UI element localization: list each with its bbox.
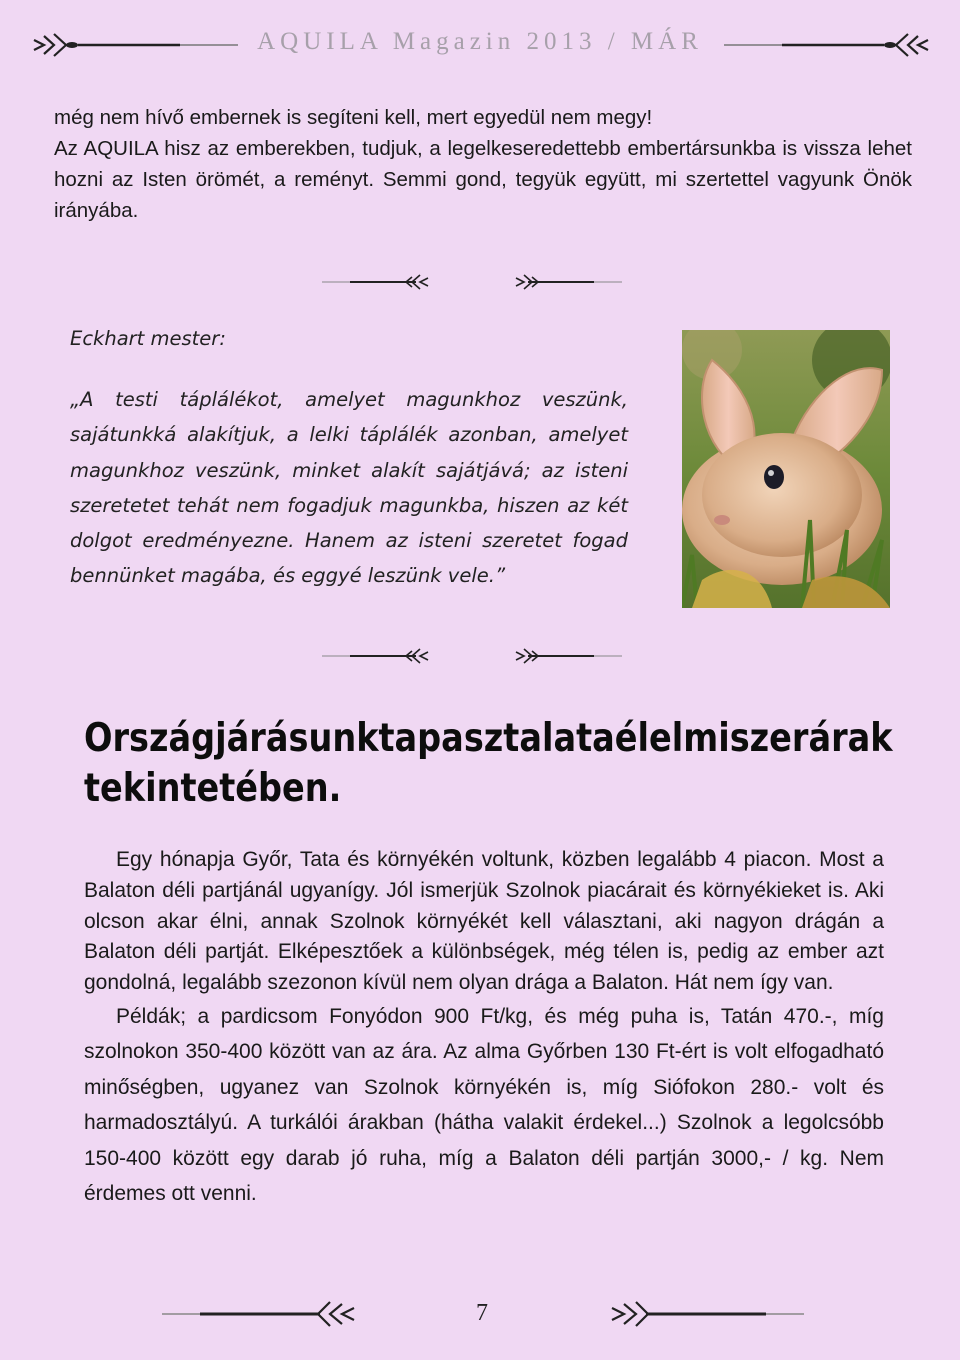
article-body [84,845,884,1211]
headline-line-2: tekintetében. [84,766,342,811]
header-flourish-right-icon [722,30,932,60]
article-paragraph-1: Egy hónapja Győr, Tata és környékén voltunk, közben legalább 4 piacon. Most a Balaton déli partjánál ugyanígy. Jól ismerjük Szolnok piacárait és környékieket is. Aki olcson akar élni, annak Szolnok környékét kell választani, aki nagyon drágán a Balaton déli partját. Elképesztőek a különbségek, még télen is, pedig az ember azt gondolná, legalább szezonon kívül nem olyan drága a Balaton. Hát nem így van. [84,848,884,995]
article-paragraph-2: Példák; a pardicsom Fonyódon 900 Ft/kg, és még puha is, Tatán 470.-, míg szolnokon 350-400 között van az ára. Az alma Győrben 130 Ft-ért is volt elfogadható minőségben, ugyanez van Szolnok környékén is, míg Siófokon 280.- volt és harmadosztályú. A turkálói árakban (hátha valakit érdekel...) Szolnok a legolcsóbb 150-400 között egy darab jó ruha, míg a Balaton déli partján 3000,- / kg. Nem érdemes ott venni. [84,1004,884,1206]
divider-flourish-right-icon [512,646,624,666]
rabbit-photo [682,330,890,608]
intro-line-2: Az AQUILA hisz az emberekben, tudjuk, a legelkeseredettebb embertársunkba is vissza lehet hozni az Isten örömét, a reményt. Semmi gond, tegyük együtt, mi szertettel vagyunk Önök irányába. [54,137,912,222]
divider-flourish-left-icon [320,646,432,666]
quote-block [70,322,628,594]
footer-flourish-right-icon [606,1298,806,1330]
intro-line-1: még nem hívő embernek is segíteni kell, mert egyedül nem megy! [54,106,653,129]
article-headline [84,714,893,814]
footer-flourish-left-icon [160,1298,360,1330]
quote-author: Eckhart mester: [70,327,226,350]
headline-word-2: tapasztalata [378,716,615,761]
page-number: 7 [476,1300,488,1326]
headline-word-1: Országjárásunk [84,716,379,761]
headline-word-3: élelmiszerárak [614,716,893,761]
intro-text [54,102,912,226]
quote-text: „A testi táplálékot, amelyet magunkhoz veszünk, sajátunkká alakítjuk, a lelki táplálék azonban, amelyet magunkhoz veszünk, minket alakít sajátjává; az isteni szeretetet tehát nem fogadjuk magunkba, hiszen az két dolgot eredményezne. Hanem az isteni szeretet fogad bennünket magába, és eggyé leszünk vele.” [70,388,628,588]
divider-flourish-left-icon [320,272,432,292]
magazine-header-title: AQUILA Magazin 2013 / MÁR [257,28,703,55]
divider-flourish-right-icon [512,272,624,292]
